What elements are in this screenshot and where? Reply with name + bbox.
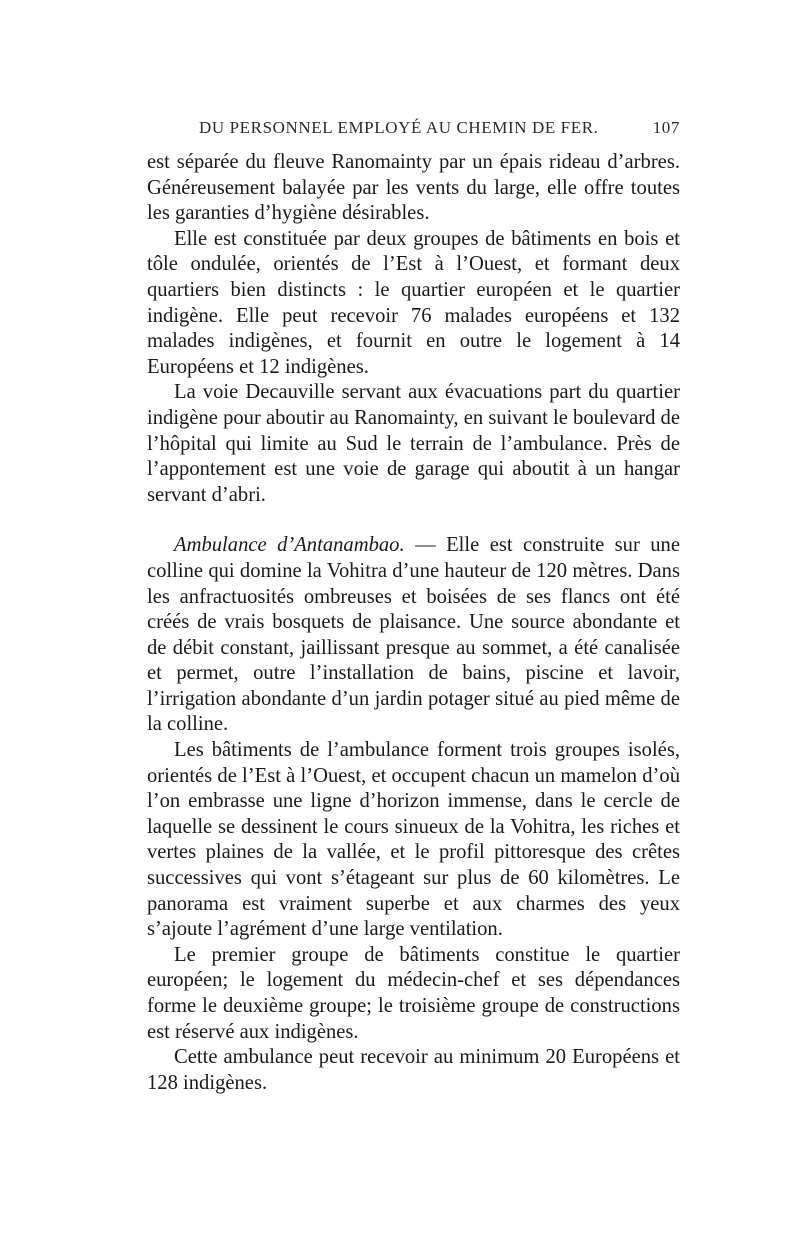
section-paragraph [147,533,680,738]
paragraph-continuation: est séparée du fleuve Ranomainty par un épais rideau d’arbres. Généreusement balayée par les vents du large, elle offre toutes les garanties d’hygiène désirables. [147,151,680,225]
running-title: DU PERSONNEL EMPLOYÉ AU CHEMIN DE FER. [199,118,599,137]
paragraph: La voie Decauville servant aux évacuations part du quartier indigène pour aboutir au Ranomainty, en suivant le boulevard de l’hôpital qui limite au Sud le terrain de l’ambulance. Près de l’appontement est une voie de garage qui aboutit à un hangar servant d’abri. [147,381,680,506]
page-number: 107 [652,118,680,137]
section-text: — Elle est construite sur une colline qui domine la Vohitra d’une hauteur de 120 mètres. Dans les anfractuosités ombreuses et boisées de ses flancs ont été créés de vrais bosquets de plaisance. Une source abondante et de débit constant, jaillissant presque au sommet, a été canalisée et permet, outre l’installation de bains, piscine et lavoir, l’irrigation abondante d’un jardin potager situé au pied même de la colline. [147,534,680,736]
paragraph: Les bâtiments de l’ambulance forment trois groupes isolés, orientés de l’Est à l’Ouest, et occupent chacun un mamelon d’où l’on embrasse une ligne d’horizon immense, dans le cercle de laquelle se dessinent le cours sinueux de la Vohitra, les riches et vertes plaines de la vallée, et le profil pittoresque des crêtes successives qui vont s’étageant sur plus de 60 kilomètres. Le panorama est vraiment superbe et aux charmes des yeux s’ajoute l’agrément d’une large ventilation. [147,739,680,941]
paragraph: Elle est constituée par deux groupes de bâtiments en bois et tôle ondulée, orientés de l’Est à l’Ouest, et formant deux quartiers bien distincts : le quartier européen et le quartier indigène. Elle peut recevoir 76 malades européens et 132 malades indigènes, et fournit en outre le logement à 14 Européens et 12 indigènes. [147,227,680,378]
paragraph: Cette ambulance peut recevoir au minimum 20 Européens et 128 indigènes. [147,1046,680,1094]
paragraph: Le premier groupe de bâtiments constitue le quartier européen; le logement du médecin-chef et ses dépendances forme le deuxième groupe; le troisième groupe de constructions est réservé aux indigènes. [147,943,680,1043]
body-text [147,150,680,1096]
running-head [147,118,680,142]
section-title: Ambulance d’Antanambao. [174,534,405,557]
